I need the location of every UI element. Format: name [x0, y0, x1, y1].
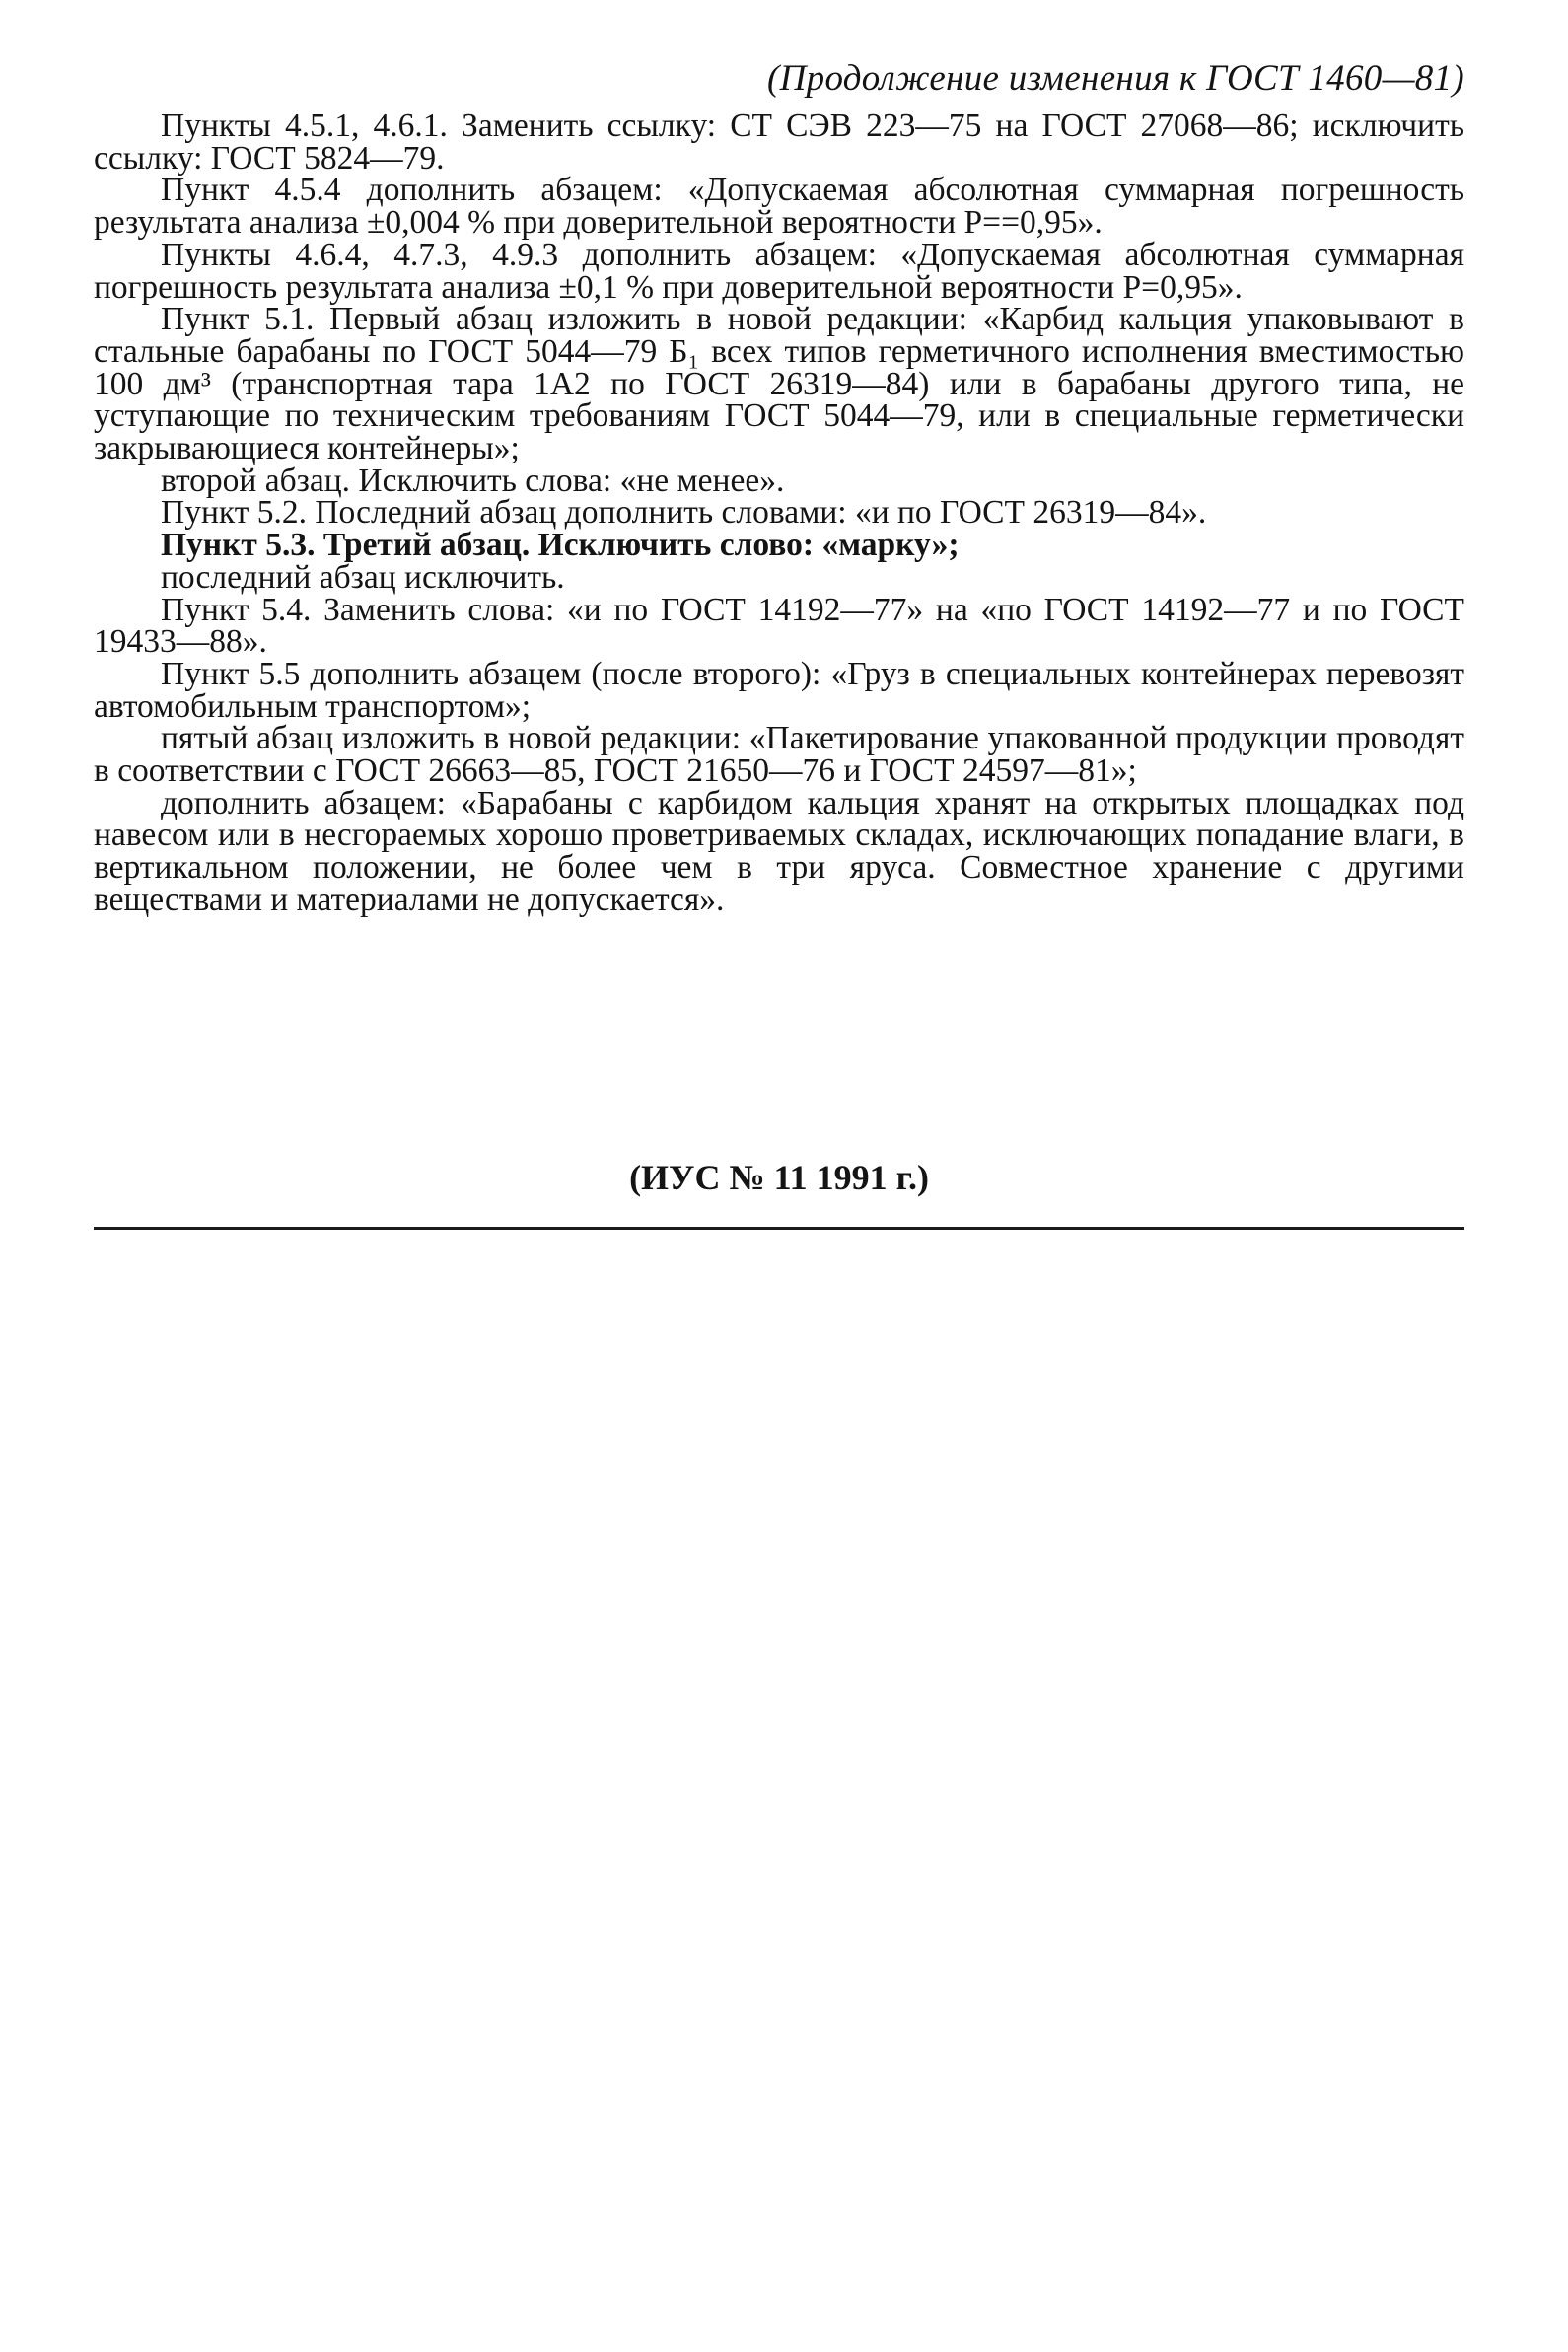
paragraph-items-4-6-4: Пункты 4.6.4, 4.7.3, 4.9.3 дополнить абзацем: «Допускаемая абсолютная суммарная погрешность результата анализа ±0,1 % при доверительной вероятности P=0,95». [94, 236, 1464, 306]
paragraph-storage: дополнить абзацем: «Барабаны с карбидом кальция хранят на открытых площадках под навесом или в несгораемых хорошо проветриваемых складах, исключающих попадание влаги, в вертикальном положении, не более чем в три яруса. Совместное хранение с другими веществами и материалами не допускается». [94, 784, 1464, 918]
paragraph-item-5-2: Пункт 5.2. Последний абзац дополнить словами: «и по ГОСТ 26319—84». [161, 494, 1207, 532]
paragraph-item-4-5-4: Пункт 4.5.4 дополнить абзацем: «Допускаемая абсолютная суммарная погрешность результата анализа ±0,004 % при доверительной вероятности P==0,95». [94, 172, 1464, 242]
paragraph-item-5-4: Пункт 5.4. Заменить слова: «и по ГОСТ 14192—77» на «по ГОСТ 14192—77 и по ГОСТ 19433—88». [94, 591, 1464, 661]
paragraph-item-5-1: Пункт 5.1. Первый абзац изложить в новой редакции: «Карбид кальция упаковывают в стальные барабаны по ГОСТ 5044—79 Б₁ всех типов герметичного исполнения вместимостью 100 дм³ (транспортная тара 1А2 по ГОСТ 26319—84) или в барабаны другого типа, не уступающие по техническим требованиям ГОСТ 5044—79, или в специальные герметически закрывающиеся контейнеры»; [94, 301, 1464, 467]
paragraph-second-abzac: второй абзац. Исключить слова: «не менее». [161, 462, 785, 499]
paragraph-item-5-3: Пункт 5.3. Третий абзац. Исключить слово: «марку»; [161, 527, 960, 564]
amendment-text [94, 107, 1464, 918]
ius-reference: (ИУС № 11 1991 г.) [629, 1158, 929, 1197]
paragraph-last-abzac: последний абзац исключить. [161, 558, 565, 596]
paragraph-item-5-5: Пункт 5.5 дополнить абзацем (после второго): «Груз в специальных контейнерах перевозят автомобильным транспортом»; [94, 655, 1464, 725]
paragraph-fifth-abzac: пятый абзац изложить в новой редакции: «Пакетирование упакованной продукции проводят в соответствии с ГОСТ 26663—85, ГОСТ 21650—76 и ГОСТ 24597—81»; [94, 720, 1464, 790]
continuation-header: (Продолжение изменения к ГОСТ 1460—81) [767, 58, 1464, 99]
paragraph-items-4-5-1: Пункты 4.5.1, 4.6.1. Заменить ссылку: СТ СЭВ 223—75 на ГОСТ 27068—86; исключить ссылку: ГОСТ 5824—79. [94, 107, 1464, 177]
horizontal-rule [94, 1227, 1464, 1230]
